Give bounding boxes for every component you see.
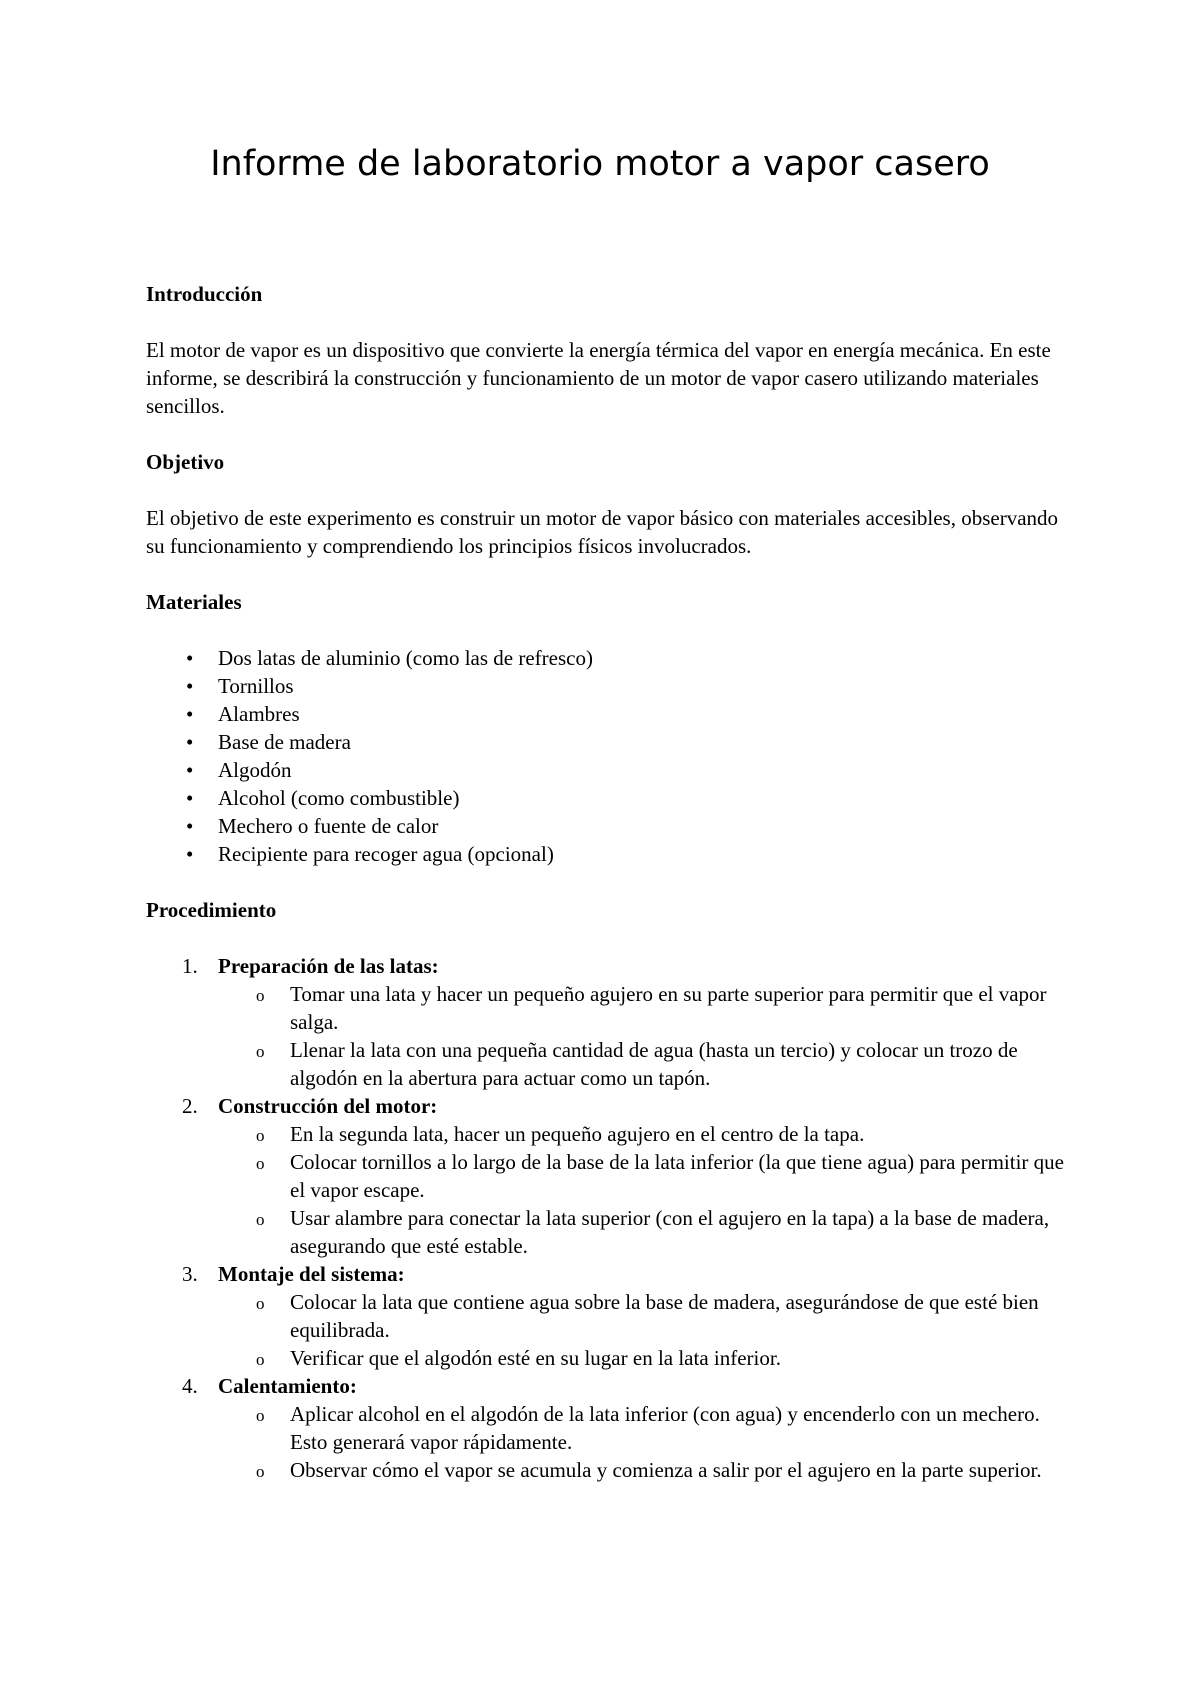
procedure-step bbox=[146, 1372, 1076, 1484]
circle-bullet-icon: o bbox=[256, 986, 265, 1005]
page-title: Informe de laboratorio motor a vapor casero bbox=[210, 144, 990, 184]
procedure-step bbox=[146, 952, 1076, 1092]
step-number: 4. bbox=[182, 1374, 198, 1398]
list-item: • Alambres bbox=[186, 702, 300, 726]
circle-bullet-icon: o bbox=[256, 1210, 265, 1229]
circle-bullet-icon: o bbox=[256, 1126, 265, 1145]
sub-item: o Llenar la lata con una pequeña cantidad de agua (hasta un tercio) y colocar un trozo de algodón en la abertura para actuar como un tapón. bbox=[256, 1038, 1018, 1090]
document-body bbox=[146, 280, 1076, 1484]
step-title: Preparación de las latas: bbox=[218, 954, 439, 978]
procedure-list bbox=[146, 952, 1076, 1484]
list-item: • Dos latas de aluminio (como las de refresco) bbox=[186, 646, 593, 670]
circle-bullet-icon: o bbox=[256, 1462, 265, 1481]
bullet-icon: • bbox=[186, 842, 194, 866]
bullet-icon: • bbox=[186, 702, 194, 726]
procedure-step bbox=[146, 1092, 1076, 1260]
step-number: 3. bbox=[182, 1262, 198, 1286]
bullet-icon: • bbox=[186, 786, 194, 810]
objective-text: El objetivo de este experimento es construir un motor de vapor básico con materiales accesibles, observando su funcionamiento y comprendiendo los principios físicos involucrados. bbox=[146, 506, 1059, 558]
sub-item: o Colocar la lata que contiene agua sobre la base de madera, asegurándose de que esté bien equilibrada. bbox=[256, 1290, 1039, 1342]
step-title: Construcción del motor: bbox=[218, 1094, 438, 1118]
list-item: • Algodón bbox=[186, 758, 292, 782]
circle-bullet-icon: o bbox=[256, 1042, 265, 1061]
bullet-icon: • bbox=[186, 758, 194, 782]
step-number: 2. bbox=[182, 1094, 198, 1118]
procedure-heading: Procedimiento bbox=[146, 898, 277, 922]
bullet-icon: • bbox=[186, 646, 194, 670]
materials-list bbox=[146, 644, 1076, 868]
sub-item: o En la segunda lata, hacer un pequeño agujero en el centro de la tapa. bbox=[218, 1120, 1076, 1148]
intro-heading: Introducción bbox=[146, 282, 263, 306]
list-item: • Mechero o fuente de calor bbox=[186, 814, 439, 838]
circle-bullet-icon: o bbox=[256, 1406, 265, 1425]
sub-item: o Usar alambre para conectar la lata superior (con el agujero en la tapa) a la base de madera, asegurando que esté estable. bbox=[256, 1206, 1050, 1258]
list-item: • Recipiente para recoger agua (opcional) bbox=[186, 842, 554, 866]
procedure-step bbox=[146, 1260, 1076, 1372]
circle-bullet-icon: o bbox=[256, 1154, 265, 1173]
bullet-icon: • bbox=[186, 730, 194, 754]
sub-item: o Aplicar alcohol en el algodón de la lata inferior (con agua) y encenderlo con un mechero. Esto generará vapor rápidamente. bbox=[256, 1402, 1040, 1454]
list-item: • Alcohol (como combustible) bbox=[186, 786, 460, 810]
step-title: Montaje del sistema: bbox=[218, 1262, 405, 1286]
sub-item: o Tomar una lata y hacer un pequeño agujero en su parte superior para permitir que el vapor salga. bbox=[256, 982, 1047, 1034]
sub-item: o Observar cómo el vapor se acumula y comienza a salir por el agujero en la parte superior. bbox=[218, 1456, 1076, 1484]
intro-text: El motor de vapor es un dispositivo que convierte la energía térmica del vapor en energía mecánica. En este informe, se describirá la construcción y funcionamiento de un motor de vapor casero utilizando materiales sencillos. bbox=[146, 338, 1051, 418]
step-title: Calentamiento: bbox=[218, 1374, 357, 1398]
circle-bullet-icon: o bbox=[256, 1350, 265, 1369]
list-item: • Base de madera bbox=[186, 730, 351, 754]
list-item: • Tornillos bbox=[186, 674, 294, 698]
circle-bullet-icon: o bbox=[256, 1294, 265, 1313]
materials-heading: Materiales bbox=[146, 590, 242, 614]
objective-heading: Objetivo bbox=[146, 450, 225, 474]
bullet-icon: • bbox=[186, 814, 194, 838]
bullet-icon: • bbox=[186, 674, 194, 698]
sub-item: o Colocar tornillos a lo largo de la base de la lata inferior (la que tiene agua) para permitir que el vapor escape. bbox=[256, 1150, 1064, 1202]
step-number: 1. bbox=[182, 954, 198, 978]
sub-item: o Verificar que el algodón esté en su lugar en la lata inferior. bbox=[218, 1344, 1076, 1372]
